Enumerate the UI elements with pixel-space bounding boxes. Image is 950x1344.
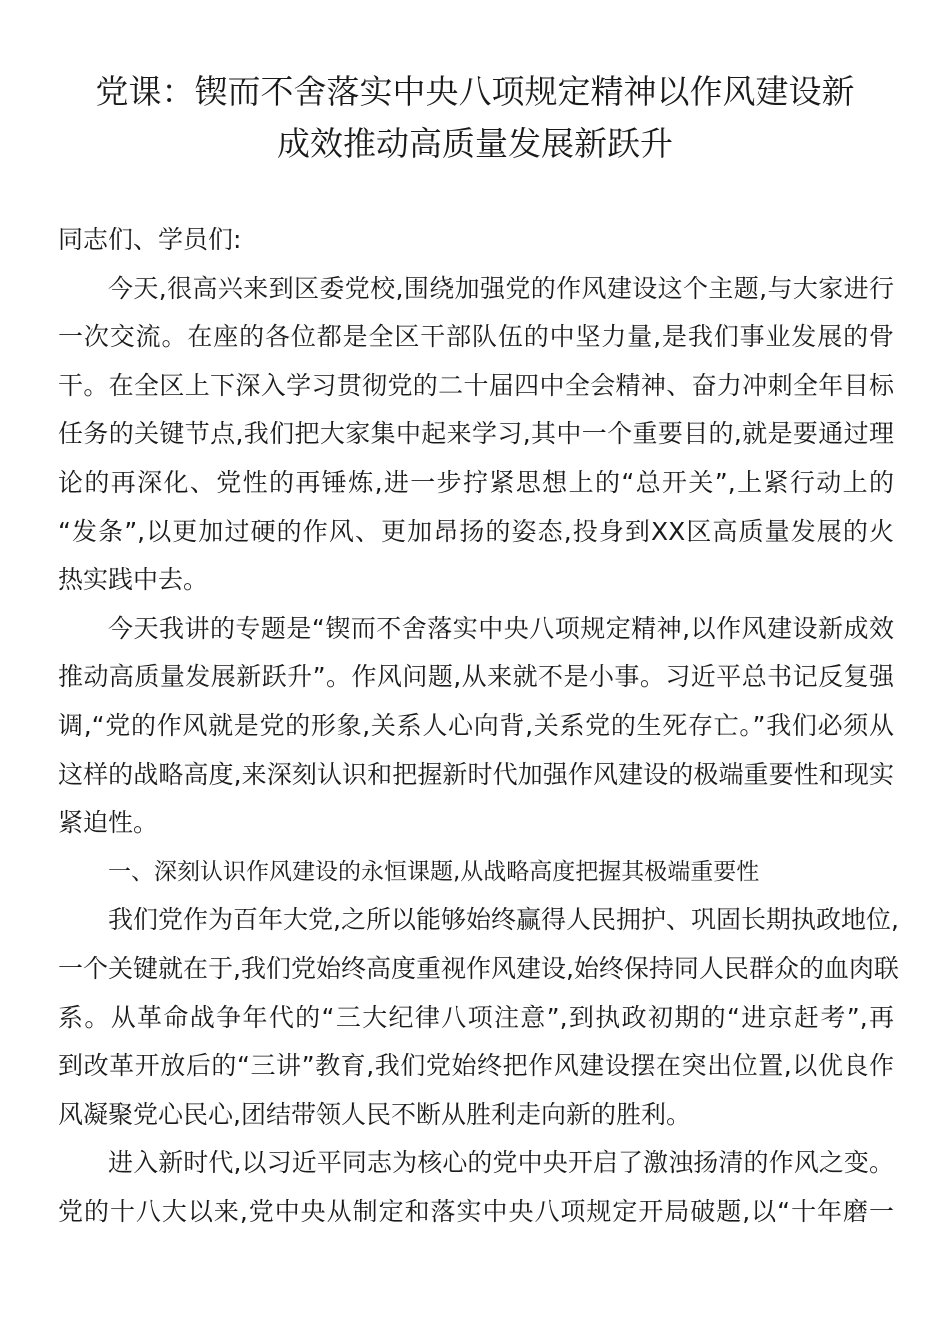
paragraph-line: 我们党作为百年大党,之所以能够始终赢得人民拥护、巩固长期执政地位,: [108, 905, 899, 935]
paragraph-line: 风凝聚党心民心,团结带领人民不断从胜利走向新的胜利。: [58, 1099, 691, 1129]
paragraph-line: “发条”,以更加过硬的作风、更加昂扬的姿态,投身到XX区高质量发展的火: [58, 516, 894, 546]
paragraph-line: 调,“党的作风就是党的形象,关系人心向背,关系党的生死存亡。”我们必须从: [58, 710, 894, 740]
paragraph-line: 系。从革命战争年代的“三大纪律八项注意”,到执政初期的“进京赶考”,再: [58, 1002, 894, 1032]
title-line-2: 成效推动高质量发展新跃升: [277, 124, 673, 163]
title-line-1: 党课：锲而不舍落实中央八项规定精神以作风建设新: [95, 72, 855, 111]
paragraph-line: 进入新时代,以习近平同志为核心的党中央开启了激浊扬清的作风之变。: [108, 1148, 894, 1178]
paragraph-line: 到改革开放后的“三讲”教育,我们党始终把作风建设摆在突出位置,以优良作: [58, 1051, 894, 1081]
paragraph-line: 党的十八大以来,党中央从制定和落实中央八项规定开局破题,以“十年磨一: [58, 1196, 894, 1226]
salutation: 同志们、学员们:: [58, 225, 242, 254]
paragraph-line: 今天我讲的专题是“锲而不舍落实中央八项规定精神,以作风建设新成效: [108, 613, 894, 643]
paragraph-line: 紧迫性。: [58, 808, 159, 838]
paragraph-line: 一次交流。在座的各位都是全区干部队伍的中坚力量,是我们事业发展的骨: [58, 322, 894, 352]
paragraph-line: 今天,很高兴来到区委党校,围绕加强党的作风建设这个主题,与大家进行: [108, 273, 894, 303]
document-body: [58, 216, 899, 1236]
paragraph-line: 推动高质量发展新跃升”。作风问题,从来就不是小事。习近平总书记反复强: [58, 662, 894, 692]
paragraph-line: 这样的战略高度,来深刻认识和把握新时代加强作风建设的极端重要性和现实: [58, 759, 894, 789]
document-title: [40, 66, 910, 170]
section-heading: 一、深刻认识作风建设的永恒课题,从战略高度把握其极端重要性: [108, 858, 760, 885]
paragraph-line: 论的再深化、党性的再锤炼,进一步拧紧思想上的“总开关”,上紧行动上的: [58, 467, 894, 497]
paragraph-line: 热实践中去。: [58, 565, 209, 595]
paragraph-line: 任务的关键节点,我们把大家集中起来学习,其中一个重要目的,就是要通过理: [58, 419, 894, 449]
paragraph-line: 干。在全区上下深入学习贯彻党的二十届四中全会精神、奋力冲刺全年目标: [58, 370, 894, 400]
paragraph-line: 一个关键就在于,我们党始终高度重视作风建设,始终保持同人民群众的血肉联: [58, 953, 899, 983]
